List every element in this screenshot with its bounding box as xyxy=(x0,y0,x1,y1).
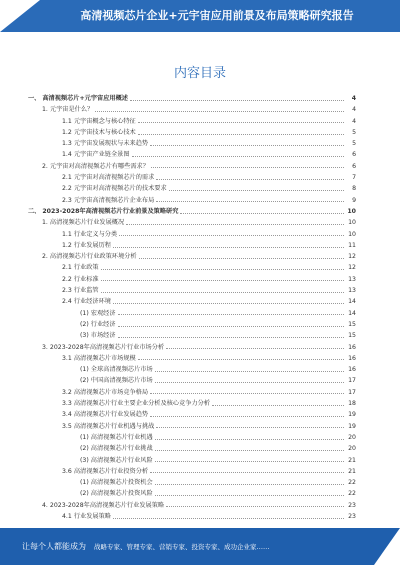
toc-leader-dots xyxy=(155,494,344,496)
toc-entry-page: 16 xyxy=(348,354,356,362)
toc-entry-title: 元宇宙发展现状与未来趋势 xyxy=(73,140,149,148)
toc-entry-title: 元宇宙技术与核心技术 xyxy=(73,128,136,136)
toc-entry-number: 3.3 xyxy=(62,400,72,408)
toc-entry[interactable] xyxy=(28,319,356,330)
toc-entry-number: 2.3 xyxy=(62,287,72,295)
toc-entry[interactable] xyxy=(28,240,356,251)
toc-entry-number: 1.2 xyxy=(62,241,72,249)
toc-entry-title: 行业定义与分类 xyxy=(73,230,118,238)
toc-leader-dots xyxy=(101,291,344,293)
toc-entry-title: 高清视频芯片市场竞争格局 xyxy=(73,388,149,396)
toc-entry[interactable] xyxy=(28,477,356,488)
toc-entry[interactable] xyxy=(28,500,356,511)
toc-entry[interactable] xyxy=(28,251,356,262)
toc-entry-page: 20 xyxy=(348,433,356,441)
toc-entry-page: 10 xyxy=(348,230,356,238)
toc-leader-dots xyxy=(151,166,344,168)
toc-entry[interactable] xyxy=(28,455,356,466)
toc-entry-number: (3) xyxy=(80,456,89,464)
toc-entry-page: 8 xyxy=(352,185,356,193)
toc-entry-title: 元宇宙是什么？ xyxy=(49,106,94,114)
toc-entry-number: (1) xyxy=(80,433,89,441)
toc-entry-number: 2.4 xyxy=(62,298,72,306)
toc-entry[interactable] xyxy=(28,296,356,307)
toc-entry[interactable] xyxy=(28,375,356,386)
toc-entry-title: 元宇宙对高清视频芯片的技术要求 xyxy=(73,185,167,193)
toc-leader-dots xyxy=(118,313,344,315)
toc-entry[interactable] xyxy=(28,274,356,285)
toc-entry-title: 2023-2028年高清视频芯片行业前景及策略研究 xyxy=(42,207,179,215)
toc-leader-dots xyxy=(139,257,344,259)
toc-entry-page: 17 xyxy=(348,377,356,385)
toc-leader-dots xyxy=(118,325,344,327)
report-title: 高清视频芯片企业+元宇宙应用前景及布局策略研究报告 xyxy=(80,9,354,22)
toc-entry-number: (1) xyxy=(80,479,89,487)
toc-entry[interactable] xyxy=(28,409,356,420)
toc-entry-title: 行业经济 xyxy=(90,320,116,328)
toc-entry-number: 2. xyxy=(42,162,48,170)
toc-entry-number: 3.5 xyxy=(62,422,72,430)
toc-leader-dots xyxy=(138,358,344,360)
toc-entry-page: 4 xyxy=(352,106,356,114)
toc-leader-dots xyxy=(130,99,344,101)
toc-leader-dots xyxy=(166,347,344,349)
toc-entry-title: 高清视频芯片行业发展概况 xyxy=(49,219,125,227)
toc-entry-title: 高清视频芯片行业发展趋势 xyxy=(73,411,149,419)
header-bar xyxy=(0,0,400,32)
toc-entry-number: 3. xyxy=(42,343,48,351)
toc-entry-page: 14 xyxy=(348,309,356,317)
toc-leader-dots xyxy=(126,223,344,225)
toc-entry[interactable] xyxy=(28,398,356,409)
toc-entry-page: 16 xyxy=(348,343,356,351)
toc-entry-title: 元宇宙对高清视频芯片的需求 xyxy=(73,174,155,182)
toc-leader-dots xyxy=(155,449,344,451)
toc-entry[interactable] xyxy=(28,443,356,454)
toc-entry[interactable] xyxy=(28,93,356,104)
toc-entry-title: 高清视频芯片行业挑战 xyxy=(90,445,153,453)
toc-leader-dots xyxy=(156,200,344,202)
toc-entry-page: 14 xyxy=(348,298,356,306)
toc-entry-number: 1.3 xyxy=(62,140,72,148)
toc-entry-number: 一、 xyxy=(28,95,41,102)
toc-entry-page: 13 xyxy=(348,275,356,283)
toc-entry-page: 23 xyxy=(348,512,356,520)
toc-entry-number: 2.1 xyxy=(62,174,72,182)
toc-entry-number: 1. xyxy=(42,219,48,227)
toc-entry-title: 高清视频芯片投资机会 xyxy=(90,479,153,487)
toc-entry-number: 1.4 xyxy=(62,151,72,159)
toc-entry-number: 2.1 xyxy=(62,264,72,272)
toc-entry-number: 4.1 xyxy=(62,512,72,520)
toc-entry-number: 4. xyxy=(42,501,48,509)
toc-entry-number: (2) xyxy=(80,445,89,453)
toc-entry-page: 5 xyxy=(352,128,356,136)
toc-entry-page: 11 xyxy=(348,241,356,249)
toc-entry-title: 行业发展历程 xyxy=(73,241,111,249)
toc-entry-page: 19 xyxy=(348,422,356,430)
toc-entry-page: 12 xyxy=(348,253,356,261)
toc-leader-dots xyxy=(150,471,344,473)
toc-entry-page: 10 xyxy=(348,219,356,227)
toc-entry[interactable] xyxy=(28,364,356,375)
toc-entry-number: (2) xyxy=(80,320,89,328)
toc-entry-page: 23 xyxy=(348,501,356,509)
toc-entry-number: (2) xyxy=(80,377,89,385)
toc-entry-page: 6 xyxy=(352,162,356,170)
toc-entry-title: 元宇宙高清视频芯片企业布局 xyxy=(73,196,155,204)
toc-entry[interactable] xyxy=(28,285,356,296)
footer-slogan xyxy=(22,528,270,565)
toc-entry-number: 二、 xyxy=(28,207,41,215)
toc-leader-dots xyxy=(118,336,344,338)
toc-entry[interactable] xyxy=(28,183,356,194)
toc-entry-number: 3.1 xyxy=(62,354,72,362)
toc-entry-title: 中国高清视频芯片市场 xyxy=(90,377,153,385)
toc-leader-dots xyxy=(166,505,344,507)
toc-entry-number: 3.4 xyxy=(62,411,72,419)
toc-entry[interactable] xyxy=(28,217,356,228)
toc-entry-number: 1.1 xyxy=(62,117,72,125)
toc-entry-number: 3.2 xyxy=(62,388,72,396)
toc-leader-dots xyxy=(156,178,344,180)
toc-leader-dots xyxy=(155,483,344,485)
toc-entry[interactable] xyxy=(28,206,356,217)
toc-leader-dots xyxy=(95,110,344,112)
toc-heading: 内容目录 xyxy=(173,66,226,81)
toc-entry-title: 高清视频芯片行业主要企业分析及核心竞争力分析 xyxy=(73,400,210,408)
toc-leader-dots xyxy=(132,155,344,157)
toc-entry-page: 20 xyxy=(348,445,356,453)
toc-entry-title: 行业经济环境 xyxy=(73,298,111,306)
toc-leader-dots xyxy=(180,212,344,214)
toc-entry[interactable] xyxy=(28,262,356,273)
toc-entry-number: 2.2 xyxy=(62,275,72,283)
toc-entry-number: 2.2 xyxy=(62,185,72,193)
toc-entry-number: 2.3 xyxy=(62,196,72,204)
toc-entry-page: 9 xyxy=(352,196,356,204)
footer-bar xyxy=(0,528,400,565)
toc-leader-dots xyxy=(119,234,344,236)
toc-leader-dots xyxy=(212,404,344,406)
toc-entry-title: 元宇宙对高清视频芯片有哪些需求？ xyxy=(49,162,149,170)
toc-entry-number: (1) xyxy=(80,309,89,317)
toc-entry-title: 行业政策 xyxy=(73,264,99,272)
toc-entry-title: 高清视频芯片投资风险 xyxy=(90,490,153,498)
toc-entry-title: 高清视频芯片+元宇宙应用概述 xyxy=(42,95,128,102)
toc-entry-number: 1.2 xyxy=(62,128,72,136)
toc-entry[interactable] xyxy=(28,511,356,522)
toc-entry[interactable] xyxy=(28,353,356,364)
table-of-contents xyxy=(28,93,356,522)
toc-entry-page: 17 xyxy=(348,388,356,396)
toc-entry-title: 市场经济 xyxy=(90,332,116,340)
toc-leader-dots xyxy=(150,392,344,394)
header-corner-shape xyxy=(0,0,40,32)
toc-leader-dots xyxy=(113,302,344,304)
toc-leader-dots xyxy=(138,133,344,135)
toc-leader-dots xyxy=(169,189,344,191)
toc-entry-page: 5 xyxy=(352,140,356,148)
toc-entry-title: 高清视频芯片行业投资分析 xyxy=(73,467,149,475)
toc-entry-title: 全球高清视频芯片市场 xyxy=(90,366,153,374)
toc-entry-number: 1. xyxy=(42,106,48,114)
toc-entry[interactable] xyxy=(28,127,356,138)
toc-entry-title: 行业标准 xyxy=(73,275,99,283)
toc-entry-page: 22 xyxy=(348,479,356,487)
toc-entry[interactable] xyxy=(28,342,356,353)
toc-leader-dots xyxy=(155,438,344,440)
toc-entry-page: 13 xyxy=(348,287,356,295)
toc-entry[interactable] xyxy=(28,308,356,319)
toc-entry[interactable] xyxy=(28,104,356,115)
toc-entry-page: 15 xyxy=(348,332,356,340)
toc-entry-title: 2023-2028年高清视频芯片行业发展策略 xyxy=(49,501,165,509)
footer-roles: 战略专家、管理专家、营销专家、投资专家、成功企业家…… xyxy=(94,543,270,551)
toc-entry[interactable] xyxy=(28,488,356,499)
toc-entry-title: 行业监管 xyxy=(73,287,99,295)
toc-leader-dots xyxy=(113,246,344,248)
toc-entry-page: 18 xyxy=(348,400,356,408)
toc-entry[interactable] xyxy=(28,330,356,341)
toc-leader-dots xyxy=(155,460,344,462)
toc-entry-number: 2. xyxy=(42,253,48,261)
toc-entry-number: 3.6 xyxy=(62,467,72,475)
toc-entry-page: 21 xyxy=(348,467,356,475)
toc-entry-title: 高清视频芯片行业机遇 xyxy=(90,433,153,441)
toc-entry[interactable] xyxy=(28,149,356,160)
toc-leader-dots xyxy=(155,370,344,372)
toc-entry[interactable] xyxy=(28,138,356,149)
toc-entry[interactable] xyxy=(28,172,356,183)
toc-entry-page: 12 xyxy=(348,264,356,272)
toc-leader-dots xyxy=(138,121,344,123)
toc-entry-title: 元宇宙概念与核心特征 xyxy=(73,117,136,125)
toc-entry-number: 1.1 xyxy=(62,230,72,238)
toc-leader-dots xyxy=(101,268,344,270)
toc-leader-dots xyxy=(155,381,344,383)
toc-entry-title: 高清视频芯片行业风险 xyxy=(90,456,153,464)
toc-entry[interactable] xyxy=(28,432,356,443)
toc-entry-page: 22 xyxy=(348,490,356,498)
toc-entry[interactable] xyxy=(28,229,356,240)
toc-entry[interactable] xyxy=(28,161,356,172)
toc-entry-title: 高清视频芯片行业机遇与挑战 xyxy=(73,422,155,430)
toc-entry-title: 高清视频芯片行业政策环境分析 xyxy=(49,253,137,261)
toc-entry[interactable] xyxy=(28,466,356,477)
toc-entry-number: (2) xyxy=(80,490,89,498)
toc-entry-page: 16 xyxy=(348,366,356,374)
toc-leader-dots xyxy=(156,426,344,428)
toc-entry-page: 15 xyxy=(348,320,356,328)
toc-entry-title: 2023-2028年高清视频芯片行业市场分析 xyxy=(49,343,165,351)
toc-leader-dots xyxy=(150,144,344,146)
toc-entry-page: 19 xyxy=(348,411,356,419)
toc-entry[interactable] xyxy=(28,421,356,432)
toc-entry-title: 元宇宙产业链全景图 xyxy=(73,151,130,159)
toc-entry[interactable] xyxy=(28,195,356,206)
toc-leader-dots xyxy=(101,279,344,281)
toc-entry-title: 宏观经济 xyxy=(90,309,116,317)
footer-corner-shape xyxy=(374,528,400,565)
toc-entry-page: 6 xyxy=(352,151,356,159)
toc-entry-page: 10 xyxy=(347,207,356,215)
footer-lead: 让每个人都能成为 xyxy=(22,542,86,551)
toc-entry-page: 21 xyxy=(348,456,356,464)
toc-entry-title: 行业发展策略 xyxy=(73,512,111,520)
toc-entry-title: 高清视频芯片市场规模 xyxy=(73,354,136,362)
toc-leader-dots xyxy=(150,415,344,417)
toc-entry[interactable] xyxy=(28,387,356,398)
toc-entry-page: 4 xyxy=(351,95,356,102)
toc-leader-dots xyxy=(113,517,344,519)
toc-entry-number: (1) xyxy=(80,366,89,374)
toc-entry-number: (3) xyxy=(80,332,89,340)
toc-entry-page: 4 xyxy=(352,117,356,125)
toc-entry-page: 7 xyxy=(352,174,356,182)
toc-entry[interactable] xyxy=(28,116,356,127)
